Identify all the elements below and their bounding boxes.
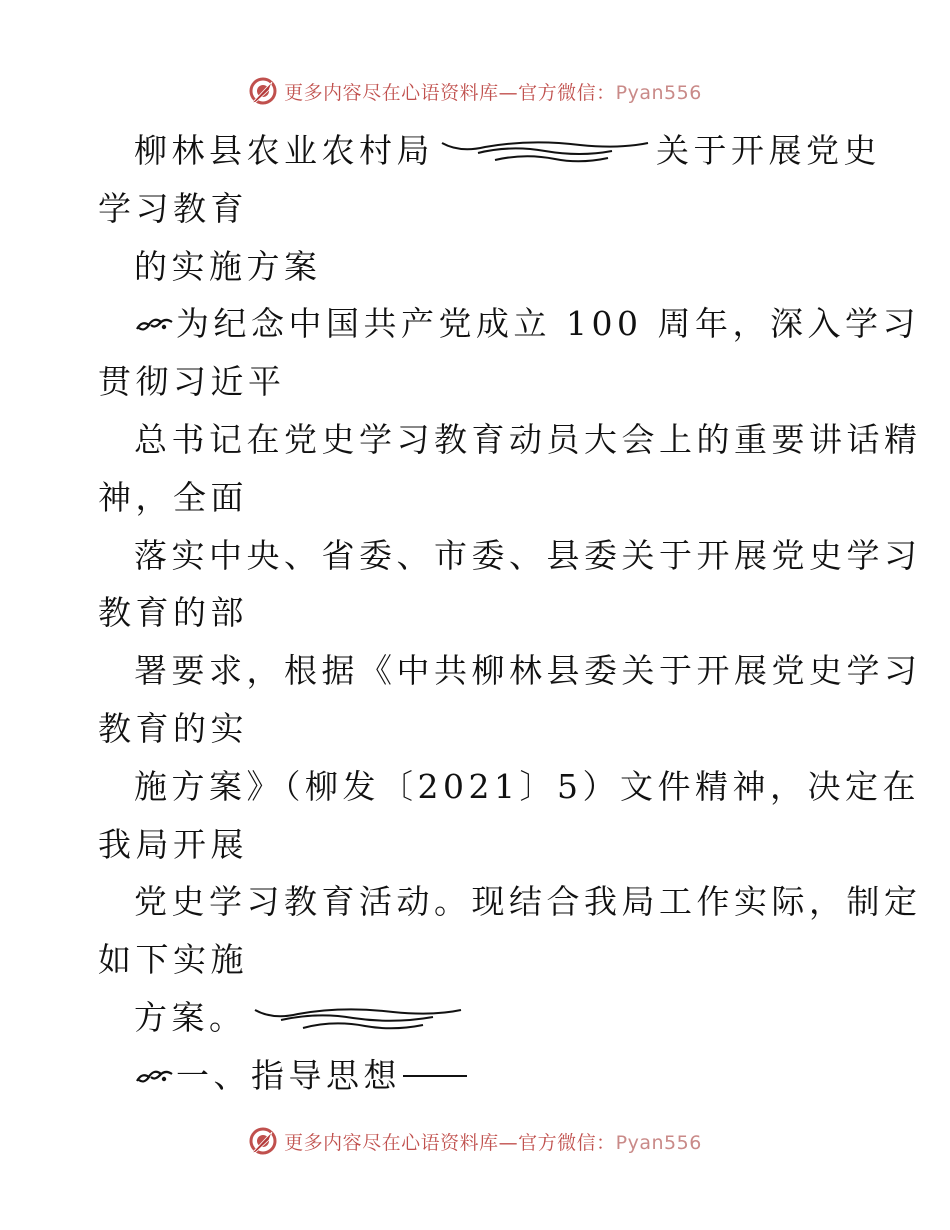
line-text: 神，全面 [98, 477, 248, 517]
footer-banner [0, 1124, 950, 1158]
banner-text-label: 更多内容尽在心语资料库—官方微信： [284, 1131, 616, 1154]
feather-seal-icon [248, 1126, 278, 1156]
line-text: 施方案》（柳发〔2021〕5）文件精神，决定在 [134, 766, 920, 806]
paragraph-line [98, 353, 858, 411]
paragraph-line [98, 816, 858, 874]
line-text: 贯彻习近平 [98, 362, 286, 402]
document-body [98, 122, 922, 1105]
paragraph-line [98, 758, 920, 816]
banner-text-label: 更多内容尽在心语资料库—官方微信： [284, 81, 616, 104]
paragraph-line [98, 700, 858, 758]
squiggle-divider-icon [440, 131, 650, 171]
section-heading-text: 一、指导思想 [176, 1055, 401, 1095]
line-text: 方案。 [134, 997, 247, 1037]
flourish-ornament-icon [134, 1064, 174, 1088]
line-text: 如下实施 [98, 940, 248, 980]
banner-account: Pyan556 [615, 81, 702, 104]
line-text: 教育的部 [98, 593, 248, 633]
banner-text [284, 1128, 702, 1155]
line-text: 总书记在党史学习教育动员大会上的重要讲话精 [134, 419, 922, 459]
paragraph-line [98, 469, 858, 527]
flourish-ornament-icon [134, 312, 174, 336]
line-text: 党史学习教育活动。现结合我局工作实际，制定 [134, 882, 922, 922]
title-text-part-2: 关于开展党史 [656, 131, 881, 170]
paragraph-line [98, 989, 858, 1047]
paragraph-line [98, 931, 858, 989]
title-line-3 [98, 238, 858, 296]
heading-rule [403, 1075, 467, 1077]
paragraph-line [98, 411, 922, 469]
paragraph-line [98, 527, 922, 585]
section-heading [98, 1047, 858, 1105]
line-text: 为纪念中国共产党成立 100 周年，深入学习 [176, 304, 920, 344]
paragraph-line [98, 584, 858, 642]
banner-account: Pyan556 [615, 1131, 702, 1154]
squiggle-divider-icon [253, 998, 463, 1038]
header-banner [0, 74, 950, 108]
title-text-part-1: 柳林县农业农村局 [134, 131, 434, 170]
line-text: 落实中央、省委、市委、县委关于开展党史学习 [134, 535, 922, 575]
line-text: 学习教育 [98, 188, 248, 228]
paragraph-line [98, 642, 922, 700]
paragraph-line [98, 295, 920, 353]
line-text: 署要求，根据《中共柳林县委关于开展党史学习 [134, 651, 922, 691]
banner-text [284, 78, 702, 105]
paragraph-line [98, 873, 922, 931]
feather-seal-icon [248, 76, 278, 106]
title-line-2 [98, 180, 858, 238]
title-line-1 [98, 122, 881, 180]
line-text: 我局开展 [98, 824, 248, 864]
line-text: 教育的实 [98, 708, 248, 748]
line-text: 的实施方案 [134, 246, 322, 286]
